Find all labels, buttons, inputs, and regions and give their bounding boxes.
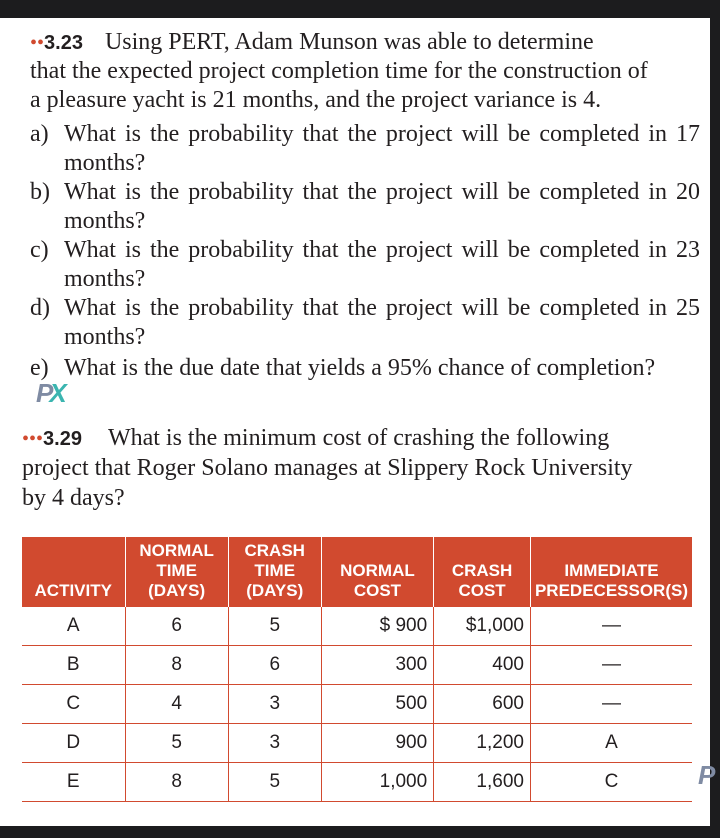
question-label: c) xyxy=(30,237,49,263)
question-text: What is the due date that yields a 95% chance of completion? xyxy=(64,355,656,381)
problem-intro-line: What is the minimum cost of crashing the following xyxy=(107,425,610,451)
question-text: What is the probability that the project will be completed in 17 months? xyxy=(64,121,700,176)
table-header-row xyxy=(22,537,692,607)
header-predecessors: IMMEDIATE PREDECESSOR(S) xyxy=(530,537,692,607)
cell-activity: A xyxy=(22,607,125,646)
cell-activity: E xyxy=(22,763,125,802)
cell-crash-time: 5 xyxy=(228,607,321,646)
cell-normal-cost: 300 xyxy=(321,646,433,685)
cell-normal-time: 6 xyxy=(125,607,228,646)
cell-normal-cost: 500 xyxy=(321,685,433,724)
cell-normal-time: 4 xyxy=(125,685,228,724)
cell-crash-time: 6 xyxy=(228,646,321,685)
cell-predecessor: C xyxy=(530,763,692,802)
question-label: d) xyxy=(30,295,50,321)
problem-number: 3.29 xyxy=(43,428,82,450)
cell-normal-time: 8 xyxy=(125,763,228,802)
question-e xyxy=(30,354,700,383)
question-label: a) xyxy=(30,121,49,147)
cell-normal-cost: 900 xyxy=(321,724,433,763)
problem-329-heading xyxy=(22,424,609,454)
px-badge-icon: PX xyxy=(36,378,63,408)
cell-crash-cost: 400 xyxy=(434,646,531,685)
question-text: What is the probability that the project will be completed in 20 months? xyxy=(64,179,700,234)
difficulty-dots: ••• xyxy=(22,428,44,450)
cell-normal-time: 8 xyxy=(125,646,228,685)
table-row xyxy=(22,763,692,802)
header-normal-time: NORMAL TIME (DAYS) xyxy=(125,537,228,607)
problem-intro-line: project that Roger Solano manages at Slippery Rock University xyxy=(22,455,633,481)
cell-activity: C xyxy=(22,685,125,724)
problem-intro-line: a pleasure yacht is 21 months, and the project variance is 4. xyxy=(30,87,602,113)
question-c xyxy=(30,236,700,294)
problem-intro-line: Using PERT, Adam Munson was able to determine xyxy=(104,29,594,55)
header-crash-time: CRASH TIME (DAYS) xyxy=(228,537,321,607)
header-activity: ACTIVITY xyxy=(22,537,125,607)
table-row xyxy=(22,685,692,724)
crashing-table xyxy=(22,537,692,802)
header-normal-cost: NORMAL COST xyxy=(321,537,433,607)
question-d xyxy=(30,294,700,352)
table-row xyxy=(22,646,692,685)
cell-crash-time: 3 xyxy=(228,724,321,763)
question-b xyxy=(30,178,700,236)
problem-intro-line: that the expected project completion time for the construction of xyxy=(30,58,648,84)
question-a xyxy=(30,120,700,178)
cell-crash-time: 3 xyxy=(228,685,321,724)
cell-crash-cost: 1,600 xyxy=(434,763,531,802)
problem-number: 3.23 xyxy=(44,32,83,54)
cell-predecessor: — xyxy=(530,607,692,646)
textbook-page xyxy=(0,18,710,826)
cell-crash-cost: 1,200 xyxy=(434,724,531,763)
cell-predecessor: — xyxy=(530,646,692,685)
cell-predecessor: A xyxy=(530,724,692,763)
cell-activity: D xyxy=(22,724,125,763)
cell-normal-time: 5 xyxy=(125,724,228,763)
header-crash-cost: CRASH COST xyxy=(434,537,531,607)
cell-crash-cost: $1,000 xyxy=(434,607,531,646)
table-row xyxy=(22,724,692,763)
cell-crash-cost: 600 xyxy=(434,685,531,724)
table-row xyxy=(22,607,692,646)
difficulty-dots: •• xyxy=(30,32,45,54)
cell-normal-cost: 1,000 xyxy=(321,763,433,802)
cell-crash-time: 5 xyxy=(228,763,321,802)
cell-normal-cost: $ 900 xyxy=(321,607,433,646)
cell-predecessor: — xyxy=(530,685,692,724)
question-text: What is the probability that the project will be completed in 25 months? xyxy=(64,295,700,350)
problem-intro-line: by 4 days? xyxy=(22,485,125,511)
question-label: e) xyxy=(30,355,49,381)
question-text: What is the probability that the project will be completed in 23 months? xyxy=(64,237,700,292)
problem-323-heading xyxy=(30,28,594,58)
question-label: b) xyxy=(30,179,50,205)
px-badge-partial-icon: P xyxy=(698,760,712,790)
cell-activity: B xyxy=(22,646,125,685)
